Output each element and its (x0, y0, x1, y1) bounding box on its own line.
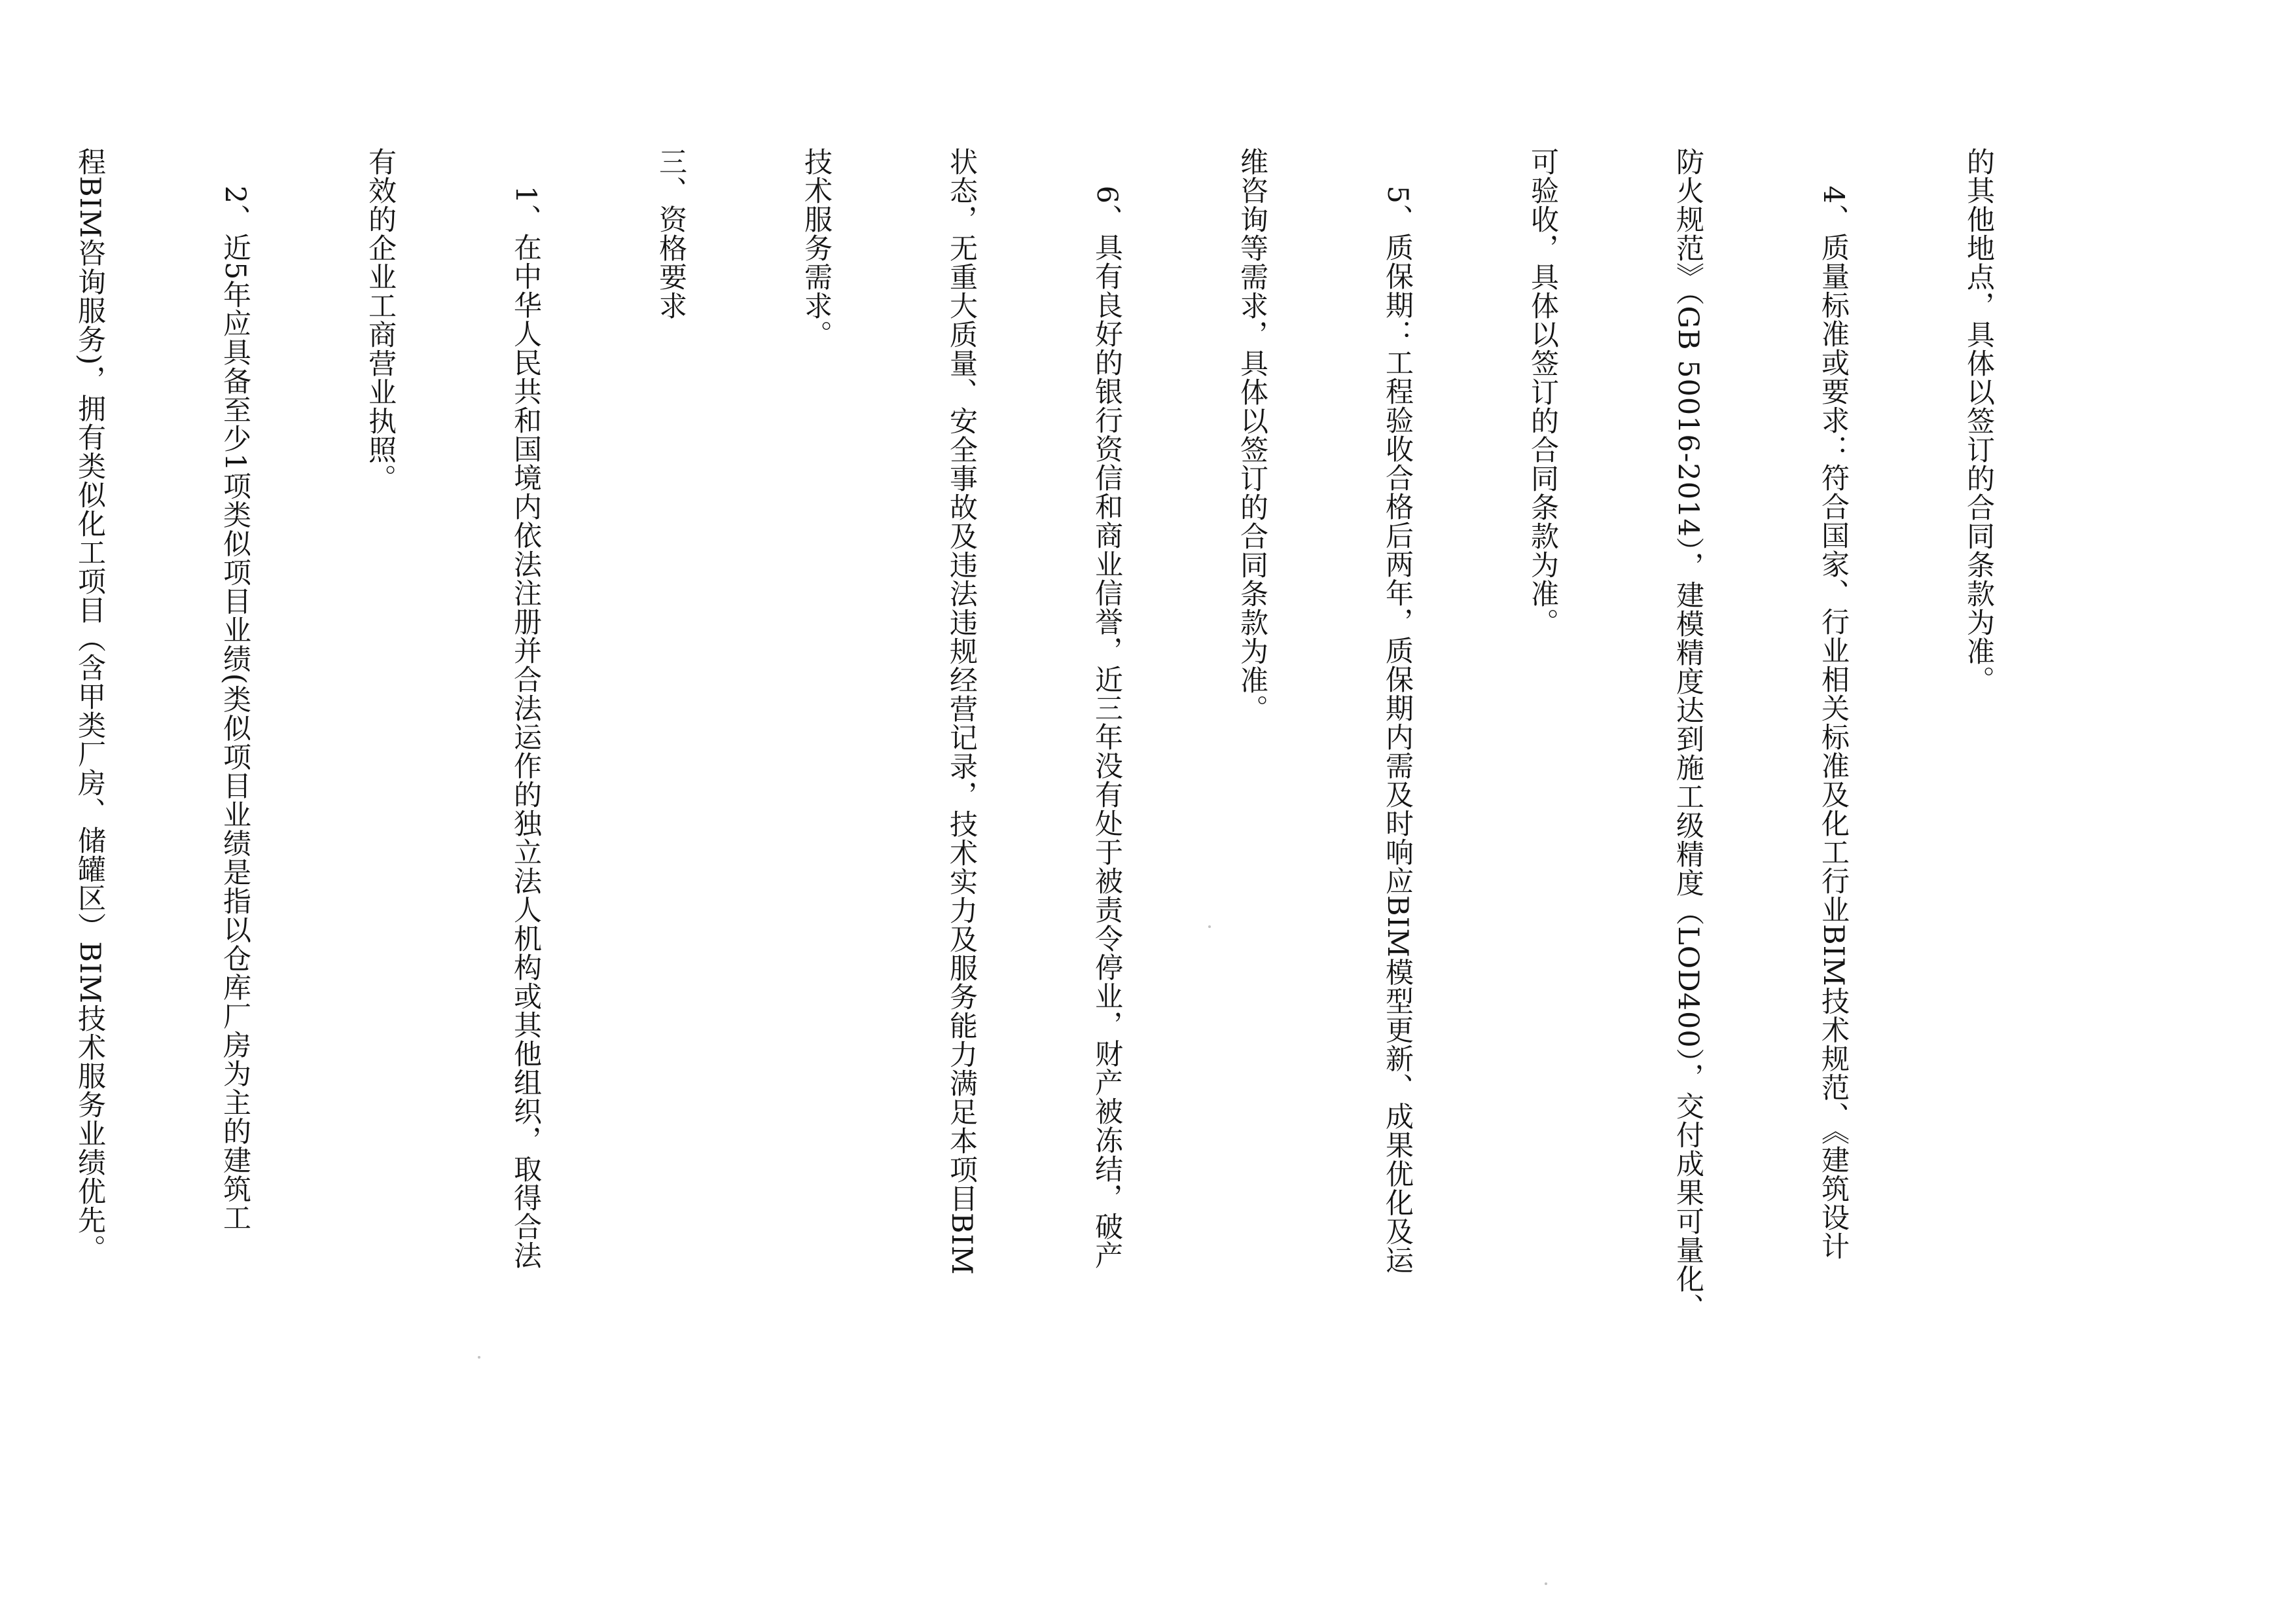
document-line: 2、近5年应具备至少1项类似项目业绩(类似项目业绩是指以仓库厂房为主的建筑工 (219, 147, 251, 1232)
document-line: 防火规范》（GB 50016-2014），建模精度达到施工级精度（LOD400），交付成果可量化、 (1672, 147, 1704, 1323)
document-line: 的其他地点，具体以签订的合同条款为准。 (1962, 147, 1995, 694)
document-line: 维咨询等需求，具体以签订的合同条款为准。 (1236, 147, 1268, 723)
document-line: 程BIM咨询服务)，拥有类似化工项目（含甲类厂房、储罐区）BIM技术服务业绩优先。 (73, 147, 106, 1264)
document-line: 6、具有良好的银行资信和商业信誉，近三年没有处于被责令停业，财产被冻结，破产 (1090, 147, 1123, 1270)
scan-speck (1208, 925, 1211, 928)
document-line: 5、质保期：工程验收合格后两年，质保期内需及时响应BIM模型更新、成果优化及运 (1381, 147, 1414, 1275)
scan-speck (478, 1356, 480, 1359)
document-line: 可验收，具体以签订的合同条款为准。 (1526, 147, 1559, 637)
document-line: 状态，无重大质量、安全事故及违法违规经营记录，技术实力及服务能力满足本项目BIM (945, 147, 978, 1275)
document-line: 4、质量标准或要求：符合国家、行业相关标准及化工行业BIM技术规范、《建筑设计 (1817, 147, 1850, 1261)
document-line: 有效的企业工商营业执照。 (364, 147, 397, 493)
document-body (0, 147, 2100, 1495)
section-heading: 三、资格要求 (655, 147, 687, 320)
document-line: 技术服务需求。 (800, 147, 833, 349)
document-line: 1、在中华人民共和国境内依法注册并合法运作的独立法人机构或其他组织，取得合法 (509, 147, 542, 1270)
scan-speck (1545, 1582, 1547, 1585)
